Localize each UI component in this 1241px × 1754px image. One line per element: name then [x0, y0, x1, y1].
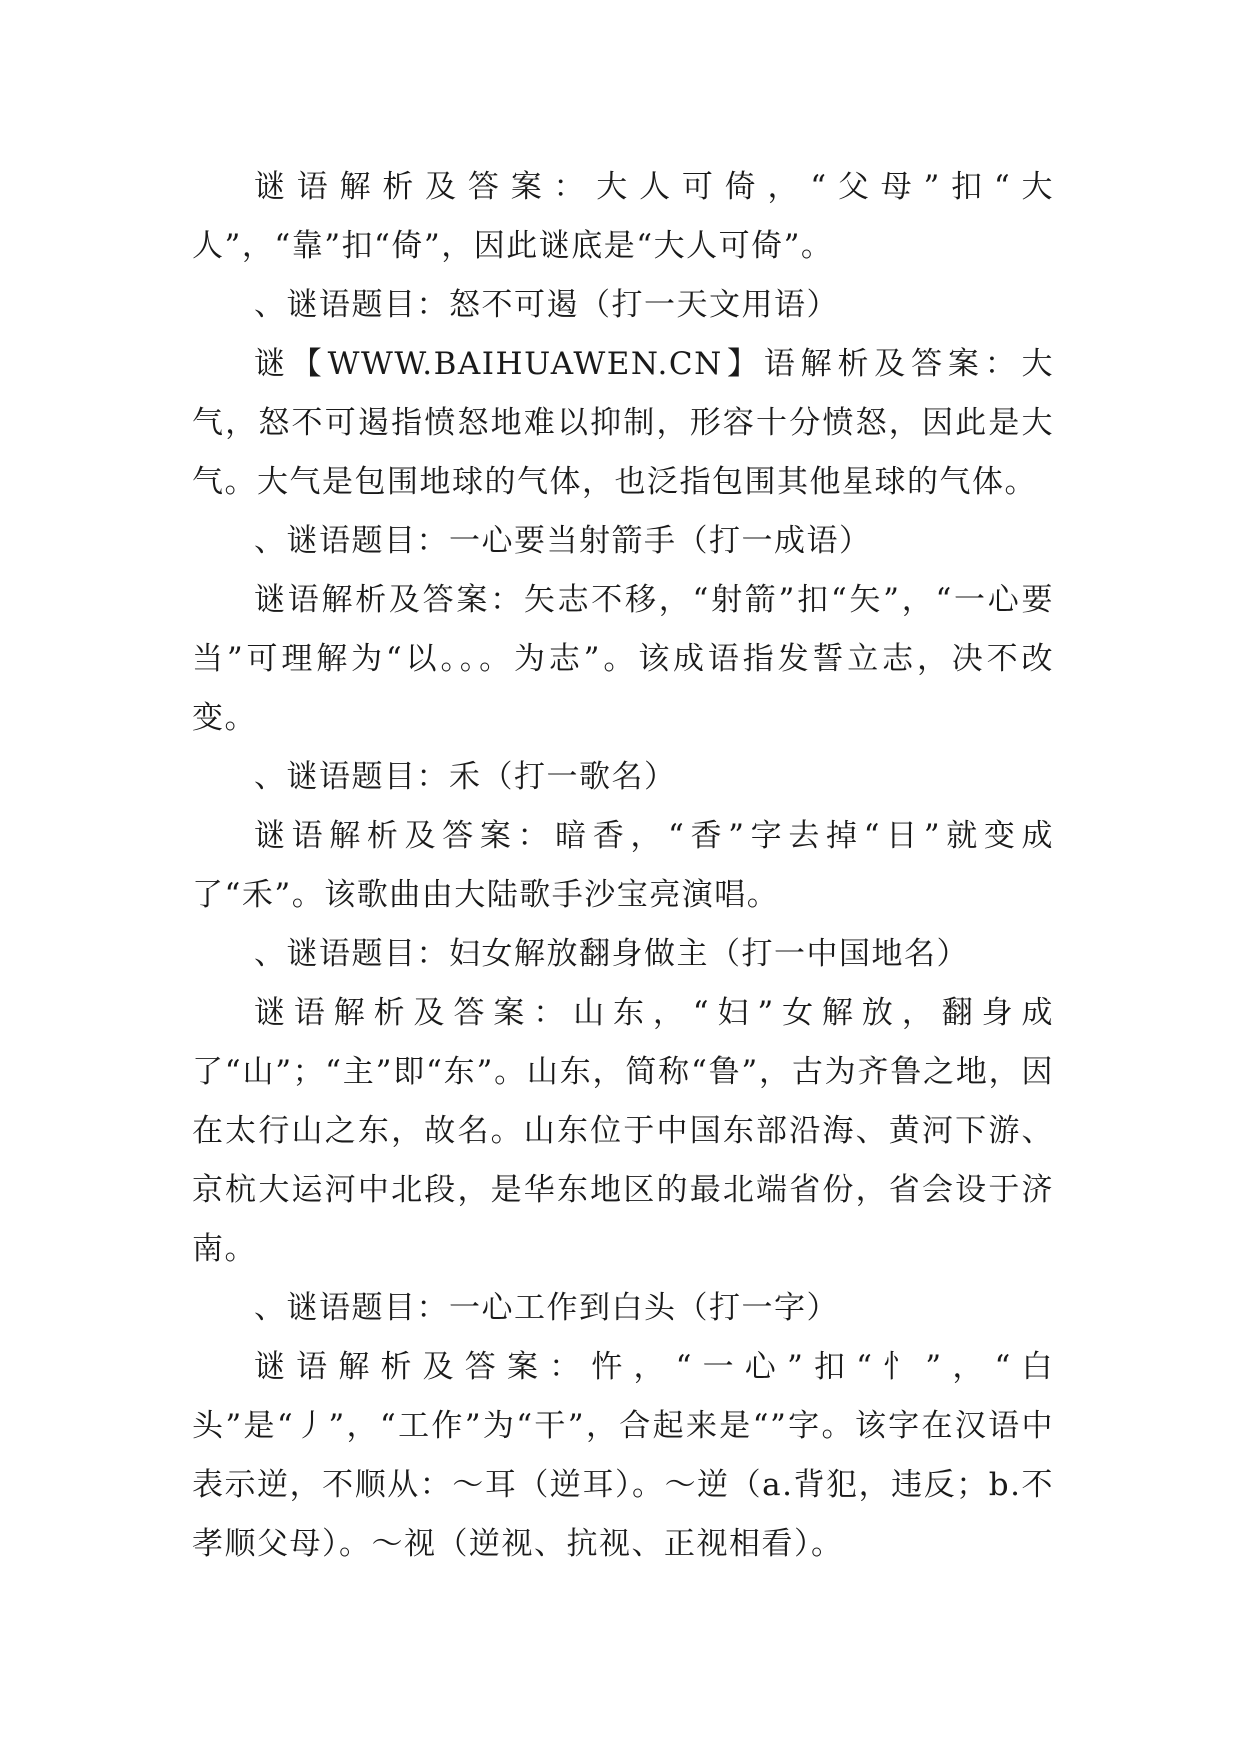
- answer-paragraph-2: 谜【WWW.BAIHUAWEN.CN】语解析及答案：大气，怒不可遏指愤怒地难以抑制，形容十分愤怒，因此是大气。大气是包围地球的气体，也泛指包围其他星球的气体。: [192, 346, 1054, 500]
- answer-paragraph-6: 谜语解析及答案：忤，“一心”扣“忄”，“白头”是“丿”，“工作”为“干”，合起来是“”字。该字在汉语中表示逆，不顺从：～耳（逆耳）。～逆（a.背犯，违反；b.不孝顺父母）。～视（逆视、抗视、正视相看）。: [192, 1349, 1054, 1562]
- answer-paragraph-1: 谜语解析及答案：大人可倚，“父母”扣“大人”，“靠”扣“倚”，因此谜底是“大人可倚”。: [192, 169, 1054, 264]
- riddle-title-2: 、谜语题目：怒不可遏（打一天文用语）: [254, 287, 839, 323]
- riddle-title-3: 、谜语题目：一心要当射箭手（打一成语）: [254, 523, 872, 559]
- riddle-title-5: 、谜语题目：妇女解放翻身做主（打一中国地名）: [254, 936, 969, 972]
- answer-paragraph-5: 谜语解析及答案：山东，“妇”女解放，翻身成了“山”；“主”即“东”。山东，简称“鲁”，古为齐鲁之地，因在太行山之东，故名。山东位于中国东部沿海、黄河下游、京杭大运河中北段，是华东地区的最北端省份，省会设于济南。: [192, 995, 1054, 1267]
- answer-paragraph-3: 谜语解析及答案：矢志不移，“射箭”扣“矢”，“一心要当”可理解为“以。。。为志”。该成语指发誓立志，决不改变。: [192, 582, 1054, 736]
- riddle-title-6: 、谜语题目：一心工作到白头（打一字）: [254, 1290, 839, 1326]
- riddle-title-4: 、谜语题目：禾（打一歌名）: [254, 759, 677, 795]
- document-body: [192, 158, 1054, 1574]
- answer-paragraph-4: 谜语解析及答案：暗香，“香”字去掉“日”就变成了“禾”。该歌曲由大陆歌手沙宝亮演唱。: [192, 818, 1054, 913]
